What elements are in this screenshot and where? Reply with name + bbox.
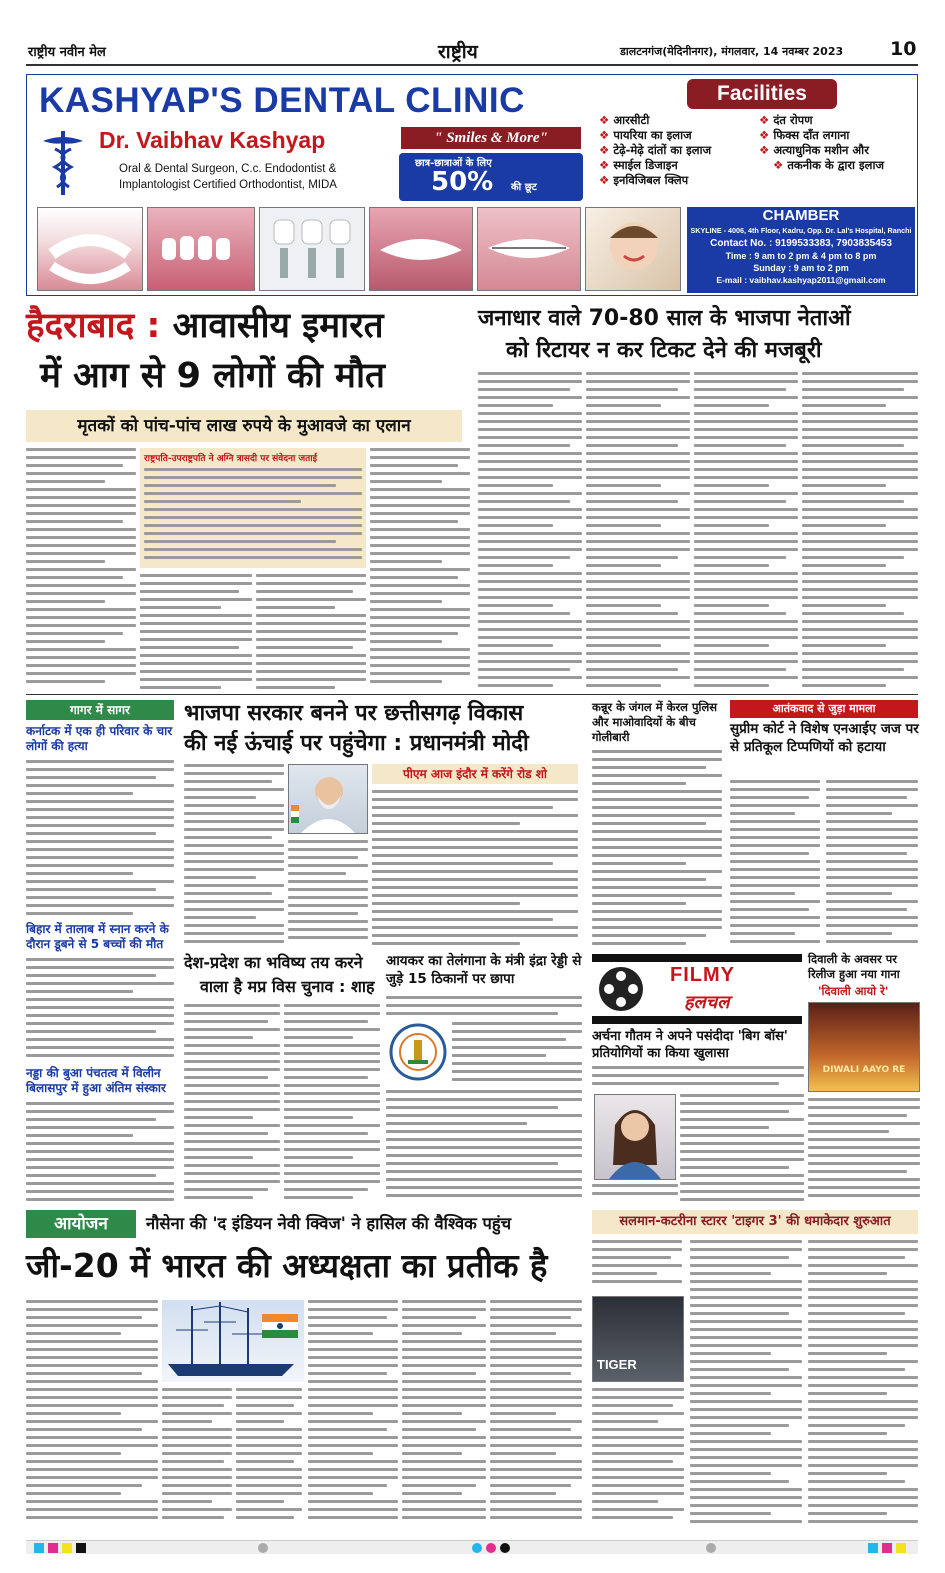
hyd-deck-text: मृतकों को पांच-पांच लाख रुपये के मुआवजे का एलान xyxy=(77,416,411,436)
archana-photo xyxy=(594,1094,676,1180)
offer-box xyxy=(399,153,583,201)
bjp-column-1 xyxy=(478,372,582,690)
gum-photo xyxy=(147,207,255,291)
hyd-column-4 xyxy=(370,448,470,690)
diwali-headline: दिवाली के अवसर पर रिलीज हुआ नया गाना xyxy=(808,952,900,981)
cg-column-2 xyxy=(288,840,368,948)
pm-indore-headline: पीएम आज इंदौर में करेंगे रोड शो xyxy=(402,767,547,781)
reg-swatch-yellow xyxy=(62,1543,72,1553)
cg-headline-2: की नई ऊंचाई पर पहुंचेगा : प्रधानमंत्री मोदी xyxy=(184,731,529,756)
qualification-2: Implantologist Certified Orthodontist, MIDA xyxy=(119,179,337,191)
mp-column-2 xyxy=(284,1004,380,1204)
tiger-text-top xyxy=(592,1240,682,1292)
navy-column-6 xyxy=(490,1300,582,1526)
terror-kicker-box xyxy=(730,700,918,718)
mp-headline-1: देश-प्रदेश का भविष्य तय करने xyxy=(184,953,363,972)
dental-clinic-ad xyxy=(26,74,918,296)
chamber-title: CHAMBER xyxy=(762,207,840,224)
modi-photo xyxy=(288,764,368,834)
clinic-name: KASHYAP'S DENTAL CLINIC xyxy=(39,81,525,120)
reg-swatch-cyan xyxy=(34,1543,44,1553)
navy-column-2 xyxy=(162,1388,232,1526)
facility-item: ❖ फिक्स दाँत लगाना xyxy=(759,128,915,143)
denture-photo xyxy=(37,207,143,291)
archana-text-bottom xyxy=(592,1184,678,1204)
chamber-email: E-mail : vaibhav.kashyap2011@gmail.com xyxy=(716,275,886,285)
bjp-column-3 xyxy=(694,372,798,690)
bjp-column-2 xyxy=(586,372,690,690)
sc-headline: सुप्रीम कोर्ट ने विशेष एनआईए जज पर से प्रतिकूल टिप्पणियों को हटाया xyxy=(730,721,919,755)
it-text-bottom xyxy=(386,1090,582,1204)
archana-headline: अर्चना गौतम ने अपने पसंदीदा 'बिग बॉस' प्रतियोगियों का किया खुलासा xyxy=(592,1029,788,1061)
navy-ship-photo xyxy=(162,1300,304,1382)
facility-item: ❖ दंत रोपण xyxy=(759,113,915,128)
pm-indore-box xyxy=(372,764,578,784)
facility-item: ❖ स्माईल डिजाइन xyxy=(599,158,759,173)
hyd-kicker-box xyxy=(140,448,366,568)
qualification-1: Oral & Dental Surgeon, C.c. Endodontist & xyxy=(119,163,337,175)
hyd-deck xyxy=(26,410,462,442)
archana-text-right xyxy=(680,1094,804,1204)
maoist-headline: कन्नूर के जंगल में केरल पुलिस और माओवादियों के बीच गोलीबारी xyxy=(592,700,718,744)
brief-3-headline: नड्डा की बुआ पंचतत्व में विलीन बिलासपुर में हुआ अंतिम संस्कार xyxy=(26,1066,166,1095)
gagar-kicker-box xyxy=(26,700,174,720)
implant-photo xyxy=(259,207,365,291)
facility-item: ❖ टेढ़े-मेढ़े दांतों का इलाज xyxy=(599,143,759,158)
reg-dot xyxy=(258,1543,268,1553)
archana-text-top xyxy=(592,1066,804,1090)
chamber-time: Time : 9 am to 2 pm & 4 pm to 8 pm xyxy=(725,251,877,261)
chamber-address: SKYLINE - 4006, 4th Floor, Kadru, Opp. Dr. Lal's Hospital, Ranchi xyxy=(690,226,912,235)
filmy-title: FILMY xyxy=(670,964,735,986)
hyd-kicker-text xyxy=(144,468,362,564)
sc-column-1 xyxy=(730,780,820,948)
g20-headline: जी-20 में भारत की अध्यक्षता का प्रतीक है xyxy=(26,1246,548,1285)
navy-column-1 xyxy=(26,1300,158,1526)
mp-column-1 xyxy=(184,1004,280,1204)
film-reel-icon xyxy=(596,964,646,1014)
dateline: डालटनगंज(मेदिनीनगर), मंगलवार, 14 नवम्बर 2023 xyxy=(620,45,844,58)
brief-1-text xyxy=(26,760,174,920)
bjp-column-4 xyxy=(802,372,918,690)
hyd-kicker: राष्ट्रपति-उपराष्ट्रपति ने अग्नि त्रासदी पर संवेदना जताई xyxy=(144,454,318,464)
reg-dot xyxy=(500,1543,510,1553)
aayojan-label: आयोजन xyxy=(54,1214,108,1234)
chamber-box xyxy=(687,207,915,293)
section-title: राष्ट्रीय xyxy=(438,41,478,63)
diwali-song: 'दिवाली आयो रे' xyxy=(818,984,889,998)
cg-column-1 xyxy=(184,764,284,948)
tagline: " Smiles & More" xyxy=(434,130,548,146)
navy-headline: नौसेना की 'द इंडियन नेवी क्विज' ने हासिल की वैश्विक पहुंच xyxy=(146,1214,512,1233)
child-photo xyxy=(585,207,681,291)
sc-column-2 xyxy=(826,780,918,948)
it-text-right xyxy=(452,1022,582,1086)
facility-item: ❖ पायरिया का इलाज xyxy=(599,128,759,143)
facility-item: ❖ तकनीक के द्वारा इलाज xyxy=(759,158,915,173)
hyd-column-3 xyxy=(256,574,366,690)
maoist-text xyxy=(592,750,722,948)
hyd-headline-1 xyxy=(26,304,384,348)
terror-kicker: आतंकवाद से जुड़ा मामला xyxy=(772,702,876,715)
facility-item: ❖ आरसीटी xyxy=(599,113,759,128)
chamber-contact: Contact No. : 9199533383, 7903835453 xyxy=(710,238,892,249)
facility-item: ❖ इनविजिबल क्लिप xyxy=(599,173,759,188)
tiger-column-1 xyxy=(592,1388,684,1526)
hyd-headline-black: आवासीय इमारत xyxy=(172,306,384,346)
reg-swatch-yellow xyxy=(896,1543,906,1553)
offer-percent: 50% xyxy=(431,167,494,197)
bjp-headline-2: को रिटायर न कर टिकट देने की मजबूरी xyxy=(506,338,822,363)
braces-photo xyxy=(477,207,581,291)
navy-column-3 xyxy=(236,1388,302,1526)
cg-headline-1: भाजपा सरकार बनने पर छत्तीसगढ़ विकास xyxy=(184,701,524,726)
tiger-headline: सलमान-कटरीना स्टारर 'टाइगर 3' की धमाकेदार शुरुआत xyxy=(619,1214,891,1229)
reg-swatch-cyan xyxy=(868,1543,878,1553)
it-text-top xyxy=(386,996,582,1018)
filmy-banner xyxy=(592,954,802,1024)
navy-column-4 xyxy=(308,1300,398,1526)
it-headline: आयकर का तेलंगाना के मंत्री इंद्रा रेड्डी से जुड़े 15 ठिकानों पर छापा xyxy=(386,953,582,987)
diwali-text xyxy=(808,1098,920,1204)
tiger-poster xyxy=(592,1296,684,1382)
smile-photo xyxy=(369,207,473,291)
reg-swatch-magenta xyxy=(48,1543,58,1553)
navy-column-5 xyxy=(402,1300,486,1526)
offer-line: छात्र-छात्राओं के लिए xyxy=(415,158,492,169)
brief-2-text xyxy=(26,958,174,1062)
header-rule xyxy=(26,64,918,66)
diwali-poster-title: DIWALI AAYO RE xyxy=(822,1065,906,1075)
hyd-headline-2: में आग से 9 लोगों की मौत xyxy=(40,356,385,396)
doctor-name: Dr. Vaibhav Kashyap xyxy=(99,127,326,153)
tiger-poster-title: TIGER xyxy=(597,1357,637,1372)
reg-swatch-magenta xyxy=(882,1543,892,1553)
chamber-sunday: Sunday : 9 am to 2 pm xyxy=(753,263,849,273)
caduceus-icon xyxy=(35,127,91,199)
page-number: 10 xyxy=(890,38,917,60)
mid-rule xyxy=(26,694,918,695)
tiger-headline-box xyxy=(592,1210,918,1234)
reg-dot xyxy=(486,1543,496,1553)
mp-headline-2: वाला है मप्र विस चुनाव : शाह xyxy=(200,977,375,996)
reg-swatch-black xyxy=(76,1543,86,1553)
diwali-poster xyxy=(808,1002,920,1092)
offer-tail: की छूट xyxy=(511,182,537,193)
bjp-headline-1: जनाधार वाले 70-80 साल के भाजपा नेताओं xyxy=(478,306,851,331)
hyd-column-2 xyxy=(140,574,252,690)
facilities-list-left xyxy=(599,113,759,188)
brief-1-headline: कर्नाटक में एक ही परिवार के चार लोगों की हत्या xyxy=(26,724,173,753)
aayojan-box xyxy=(26,1210,136,1238)
hyd-headline-red: हैदराबाद : xyxy=(26,306,161,346)
facilities-title-box xyxy=(687,79,837,109)
registration-bar xyxy=(26,1540,918,1554)
brief-2-headline: बिहार में तालाब में स्नान करने के दौरान डूबने से 5 बच्चों की मौत xyxy=(26,922,169,951)
facilities-list-right xyxy=(759,113,915,173)
masthead-logo: राष्ट्रीय नवीन मेल xyxy=(28,45,106,60)
reg-dot xyxy=(472,1543,482,1553)
facilities-title: Facilities xyxy=(717,82,807,105)
tiger-column-2 xyxy=(690,1240,802,1526)
gagar-kicker: गागर में सागर xyxy=(70,703,130,717)
brief-3-text xyxy=(26,1102,174,1206)
hyd-column-1 xyxy=(26,448,136,690)
pm-indore-text xyxy=(372,790,578,948)
reg-dot xyxy=(706,1543,716,1553)
tiger-column-3 xyxy=(808,1240,918,1526)
income-tax-logo xyxy=(388,1022,448,1082)
facility-item: ❖ अत्याधुनिक मशीन और xyxy=(759,143,915,158)
filmy-subtitle: हलचल xyxy=(684,992,730,1013)
tagline-box xyxy=(401,127,581,149)
